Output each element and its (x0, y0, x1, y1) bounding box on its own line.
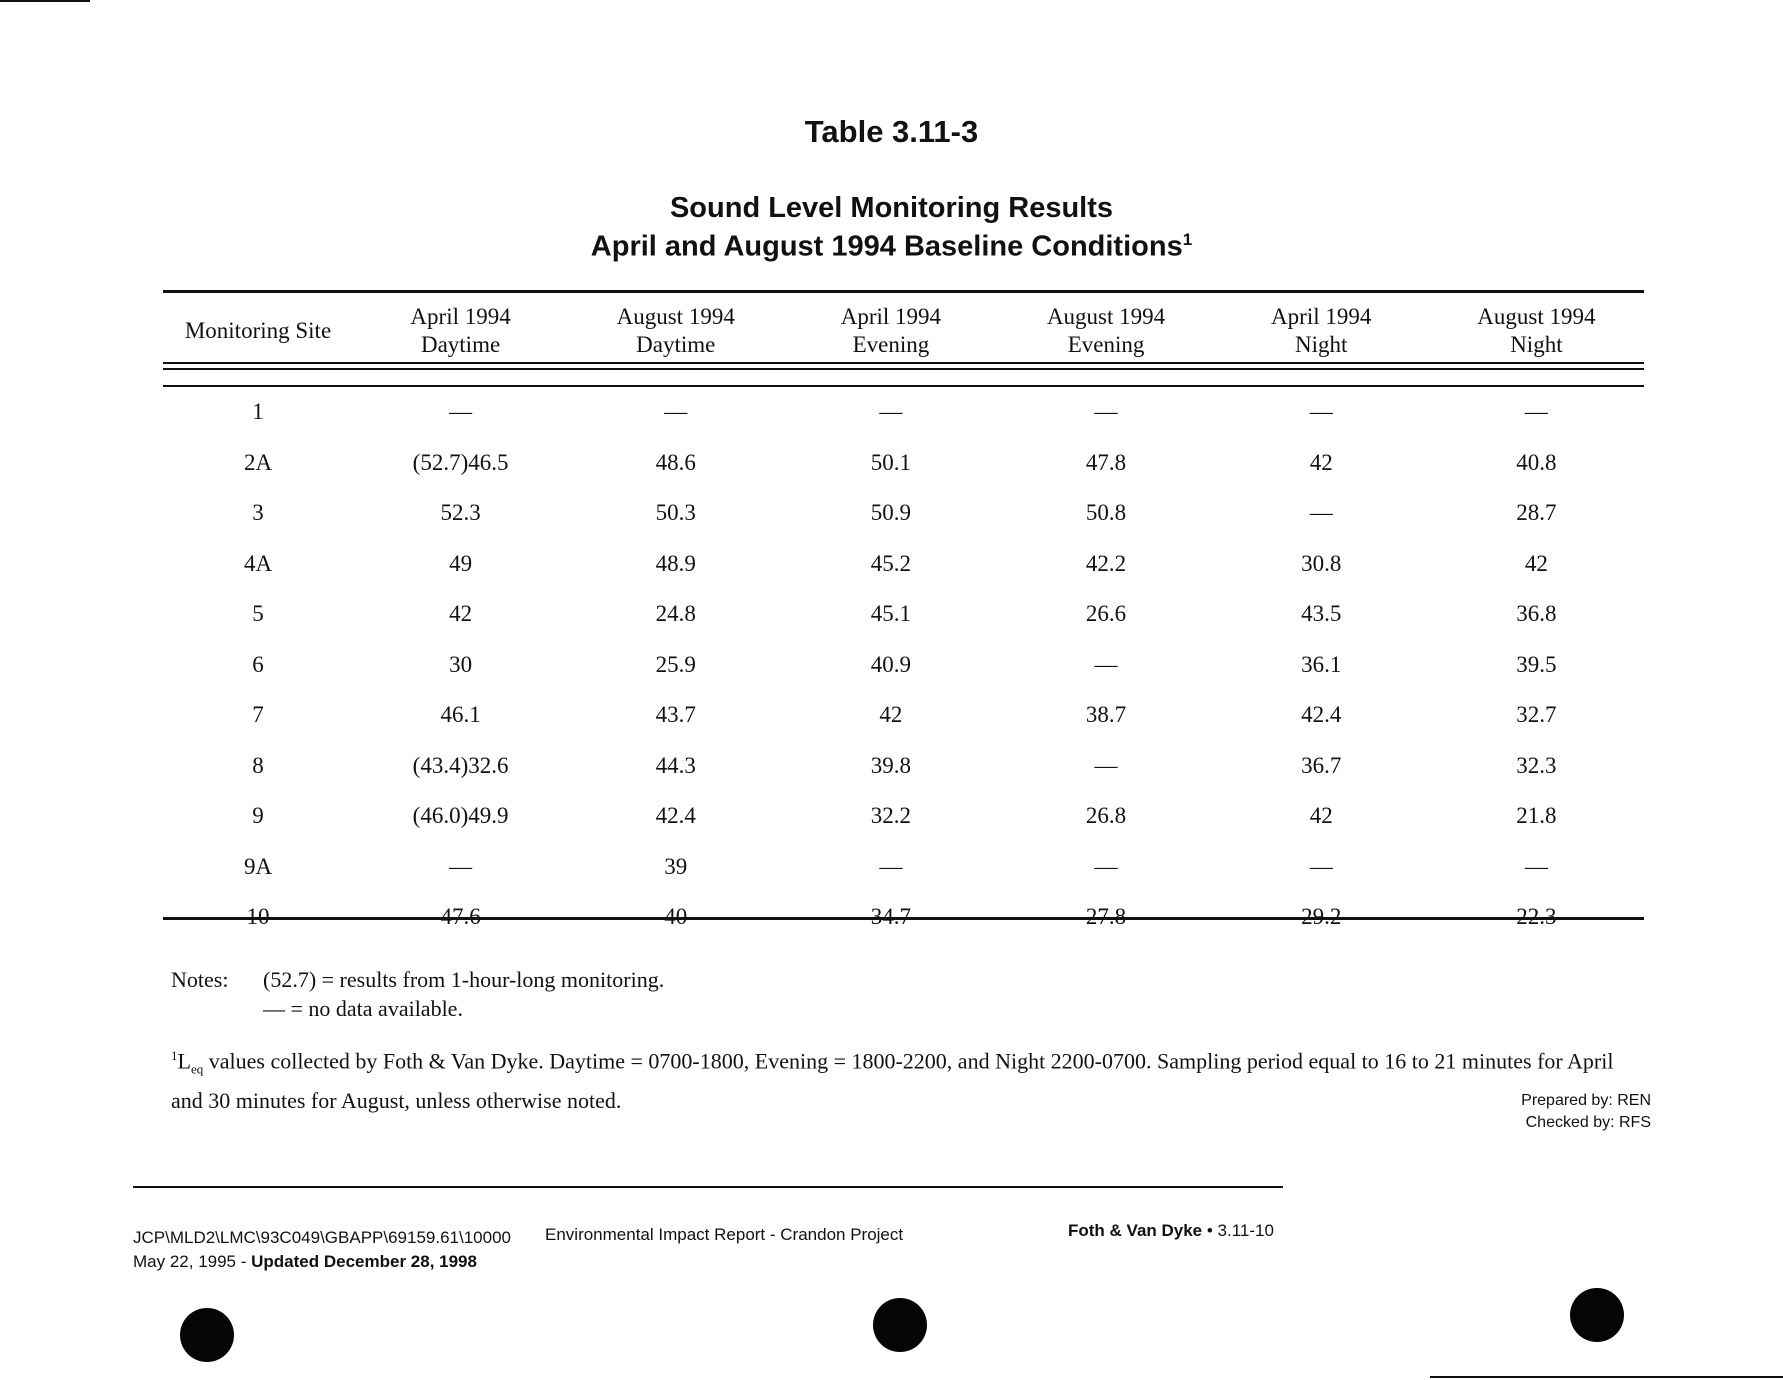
table-row (163, 438, 1644, 489)
sound-level-cell: 50.9 (870, 500, 912, 526)
header-line-2: Night (1295, 332, 1348, 357)
footer-original-date: May 22, 1995 - (133, 1252, 252, 1271)
sound-level-cell: 40.9 (870, 651, 912, 677)
table-title-line-2-text: April and August 1994 Baseline Conditions (590, 230, 1183, 263)
header-line-2: Daytime (636, 332, 716, 357)
spacer-cell (163, 362, 1644, 387)
sound-level-cell: 42 (879, 702, 903, 728)
table-body (163, 362, 1644, 943)
header-april-evening (783, 300, 998, 362)
sound-level-cell: 32.2 (870, 803, 912, 829)
table-top-rule (163, 290, 1644, 293)
header-august-evening (998, 300, 1213, 362)
table-row (163, 892, 1644, 943)
notes (171, 965, 664, 1023)
header-line-1: April 1994 (410, 304, 511, 329)
sound-level-cell: 21.8 (1516, 803, 1557, 829)
sound-level-table (163, 300, 1644, 943)
header-line-2: Evening (852, 332, 930, 357)
sound-level-cell: 22.3 (1516, 904, 1557, 930)
header-line-1: August 1994 (1046, 304, 1166, 329)
sound-level-cell: 45.1 (870, 601, 912, 627)
sound-level-cell: — (1094, 651, 1118, 677)
sound-level-cell: — (1094, 399, 1118, 425)
sound-level-cell: — (1309, 399, 1333, 425)
monitoring-site-cell: 7 (252, 702, 264, 728)
sound-level-cell: 32.7 (1516, 702, 1557, 728)
sound-level-cell: 42.4 (655, 803, 696, 829)
footer-rule (133, 1186, 1283, 1188)
footnote-text: values collected by Foth & Van Dyke. Daytime = 0700-1800, Evening = 1800-2200, and Night 2200-0700. Sampling period equal to 16 to 21 minutes for April and 30 minutes for August, unless otherwise noted. (171, 1048, 1614, 1113)
header-august-daytime (568, 300, 783, 362)
binder-hole (180, 1308, 234, 1362)
sound-level-cell: 40 (664, 904, 688, 930)
footnote-marker: 1 (171, 1048, 178, 1063)
sound-level-cell: 39 (664, 853, 688, 879)
sound-level-cell: (46.0)49.9 (412, 803, 509, 829)
sound-level-cell: 36.1 (1301, 651, 1342, 677)
sound-level-cell: 47.8 (1085, 449, 1127, 475)
sound-level-cell: 45.2 (870, 550, 912, 576)
header-august-night (1429, 300, 1644, 362)
sound-level-cell: 39.5 (1516, 651, 1557, 677)
checked-by: Checked by: RFS (1525, 1114, 1651, 1131)
sound-level-cell: 24.8 (655, 601, 696, 627)
table-number: Table 3.11-3 (804, 114, 979, 149)
sound-level-cell: 48.6 (655, 449, 696, 475)
footer-report-title: Environmental Impact Report - Crandon Project (545, 1225, 904, 1244)
sound-level-cell: — (664, 399, 688, 425)
monitoring-site-cell: 2A (243, 449, 273, 475)
binder-hole (873, 1298, 927, 1352)
footer-updated-date: Updated December 28, 1998 (251, 1252, 477, 1271)
table-row (163, 589, 1644, 640)
sound-level-cell: — (449, 853, 473, 879)
sound-level-cell: (43.4)32.6 (412, 752, 509, 778)
header-line-1: April 1994 (1271, 304, 1372, 329)
sound-level-cell: 49 (449, 550, 473, 576)
sound-level-cell: 44.3 (655, 752, 696, 778)
sound-level-cell: 48.9 (655, 550, 696, 576)
sound-level-cell: 46.1 (440, 702, 481, 728)
sound-level-cell: — (1524, 399, 1548, 425)
sound-level-cell: — (1094, 853, 1118, 879)
footnote (171, 1040, 1641, 1116)
sound-level-cell: 52.3 (440, 500, 481, 526)
sound-level-cell: (52.7)46.5 (412, 449, 509, 475)
monitoring-site-cell: 3 (252, 500, 264, 526)
sound-level-cell: — (449, 399, 473, 425)
notes-label: Notes: (171, 967, 229, 992)
spacer-row (163, 362, 1644, 387)
note-line-2: — = no data available. (263, 996, 463, 1021)
table-row (163, 640, 1644, 691)
sound-level-cell: 38.7 (1085, 702, 1127, 728)
sound-level-cell: — (1094, 752, 1118, 778)
footer-file-path: JCP\MLD2\LMC\93C049\GBAPP\69159.61\10000 (133, 1228, 512, 1247)
sound-level-cell: 25.9 (655, 651, 696, 677)
table-title-line-2 (0, 230, 1783, 264)
scan-corner-mark-top-left (0, 0, 90, 2)
sound-level-cell: 43.7 (655, 702, 696, 728)
sound-level-cell: 42 (449, 601, 473, 627)
header-line-1: Monitoring Site (184, 318, 332, 343)
header-april-daytime (353, 300, 568, 362)
sound-level-cell: 40.8 (1516, 449, 1557, 475)
sound-level-cell: 26.8 (1085, 803, 1127, 829)
sound-level-cell: 27.8 (1085, 904, 1127, 930)
table-row (163, 741, 1644, 792)
sound-level-cell: 28.7 (1516, 500, 1557, 526)
sound-level-cell: 36.7 (1301, 752, 1342, 778)
sound-level-cell: 30 (449, 651, 473, 677)
footer-company: Foth & Van Dyke (1068, 1221, 1203, 1240)
header-line-2: Evening (1067, 332, 1145, 357)
sound-level-cell: 42 (1309, 449, 1333, 475)
monitoring-site-cell: 8 (252, 752, 264, 778)
sound-level-cell: — (1524, 853, 1548, 879)
sound-level-cell: 42.2 (1085, 550, 1127, 576)
sound-level-cell: — (1309, 500, 1333, 526)
table-row (163, 387, 1644, 438)
sound-level-cell: 47.6 (440, 904, 481, 930)
sound-level-cell: 50.8 (1085, 500, 1127, 526)
monitoring-site-cell: 6 (252, 651, 264, 677)
sound-level-cell: 36.8 (1516, 601, 1557, 627)
monitoring-site-cell: 9A (243, 853, 273, 879)
prepared-by: Prepared by: REN (1521, 1092, 1651, 1109)
monitoring-site-cell: 10 (246, 904, 270, 930)
footer-page-number: • 3.11-10 (1202, 1221, 1274, 1240)
monitoring-site-cell: 9 (252, 803, 264, 829)
sound-level-cell: 43.5 (1301, 601, 1342, 627)
sound-level-cell: 34.7 (870, 904, 912, 930)
sound-level-cell: 30.8 (1301, 550, 1342, 576)
table-row (163, 539, 1644, 590)
sound-level-cell: 42 (1309, 803, 1333, 829)
sound-level-cell: 29.2 (1301, 904, 1342, 930)
table-row (163, 791, 1644, 842)
sound-level-cell: 42 (1524, 550, 1548, 576)
prepared-checked-block (1521, 1090, 1651, 1134)
binder-hole (1570, 1288, 1624, 1342)
footnote-symbol: L (177, 1048, 191, 1074)
sound-level-cell: 39.8 (870, 752, 912, 778)
sound-level-cell: 42.4 (1301, 702, 1342, 728)
scan-corner-mark-bottom-right (1430, 1376, 1783, 1378)
sound-level-cell: 26.6 (1085, 601, 1127, 627)
header-line-2: Night (1510, 332, 1563, 357)
monitoring-site-cell: 4A (243, 550, 273, 576)
header-line-1: April 1994 (840, 304, 942, 329)
header-april-night (1214, 300, 1429, 362)
table-row (163, 842, 1644, 893)
header-line-1: August 1994 (616, 304, 735, 329)
sound-level-cell: — (1309, 853, 1333, 879)
header-monitoring-site (163, 300, 353, 362)
sound-level-cell: 50.1 (870, 449, 912, 475)
sound-level-cell: — (879, 399, 903, 425)
sound-level-cell: 50.3 (655, 500, 696, 526)
table-title-line-1: Sound Level Monitoring Results (669, 192, 1114, 224)
sound-level-cell: 32.3 (1516, 752, 1557, 778)
footnote-reference: 1 (1182, 230, 1193, 249)
header-line-1: August 1994 (1477, 304, 1596, 329)
monitoring-site-cell: 5 (252, 601, 264, 627)
footnote-symbol-subscript: eq (190, 1061, 204, 1077)
table-row (163, 488, 1644, 539)
table-header-row (163, 300, 1644, 362)
footer-date (133, 1252, 477, 1272)
table-row (163, 690, 1644, 741)
note-line-1: (52.7) = results from 1-hour-long monitoring. (263, 967, 665, 992)
monitoring-site-cell: 1 (252, 399, 264, 425)
header-line-2: Daytime (420, 332, 501, 357)
sound-level-cell: — (879, 853, 903, 879)
footer-company-page (1068, 1221, 1274, 1241)
